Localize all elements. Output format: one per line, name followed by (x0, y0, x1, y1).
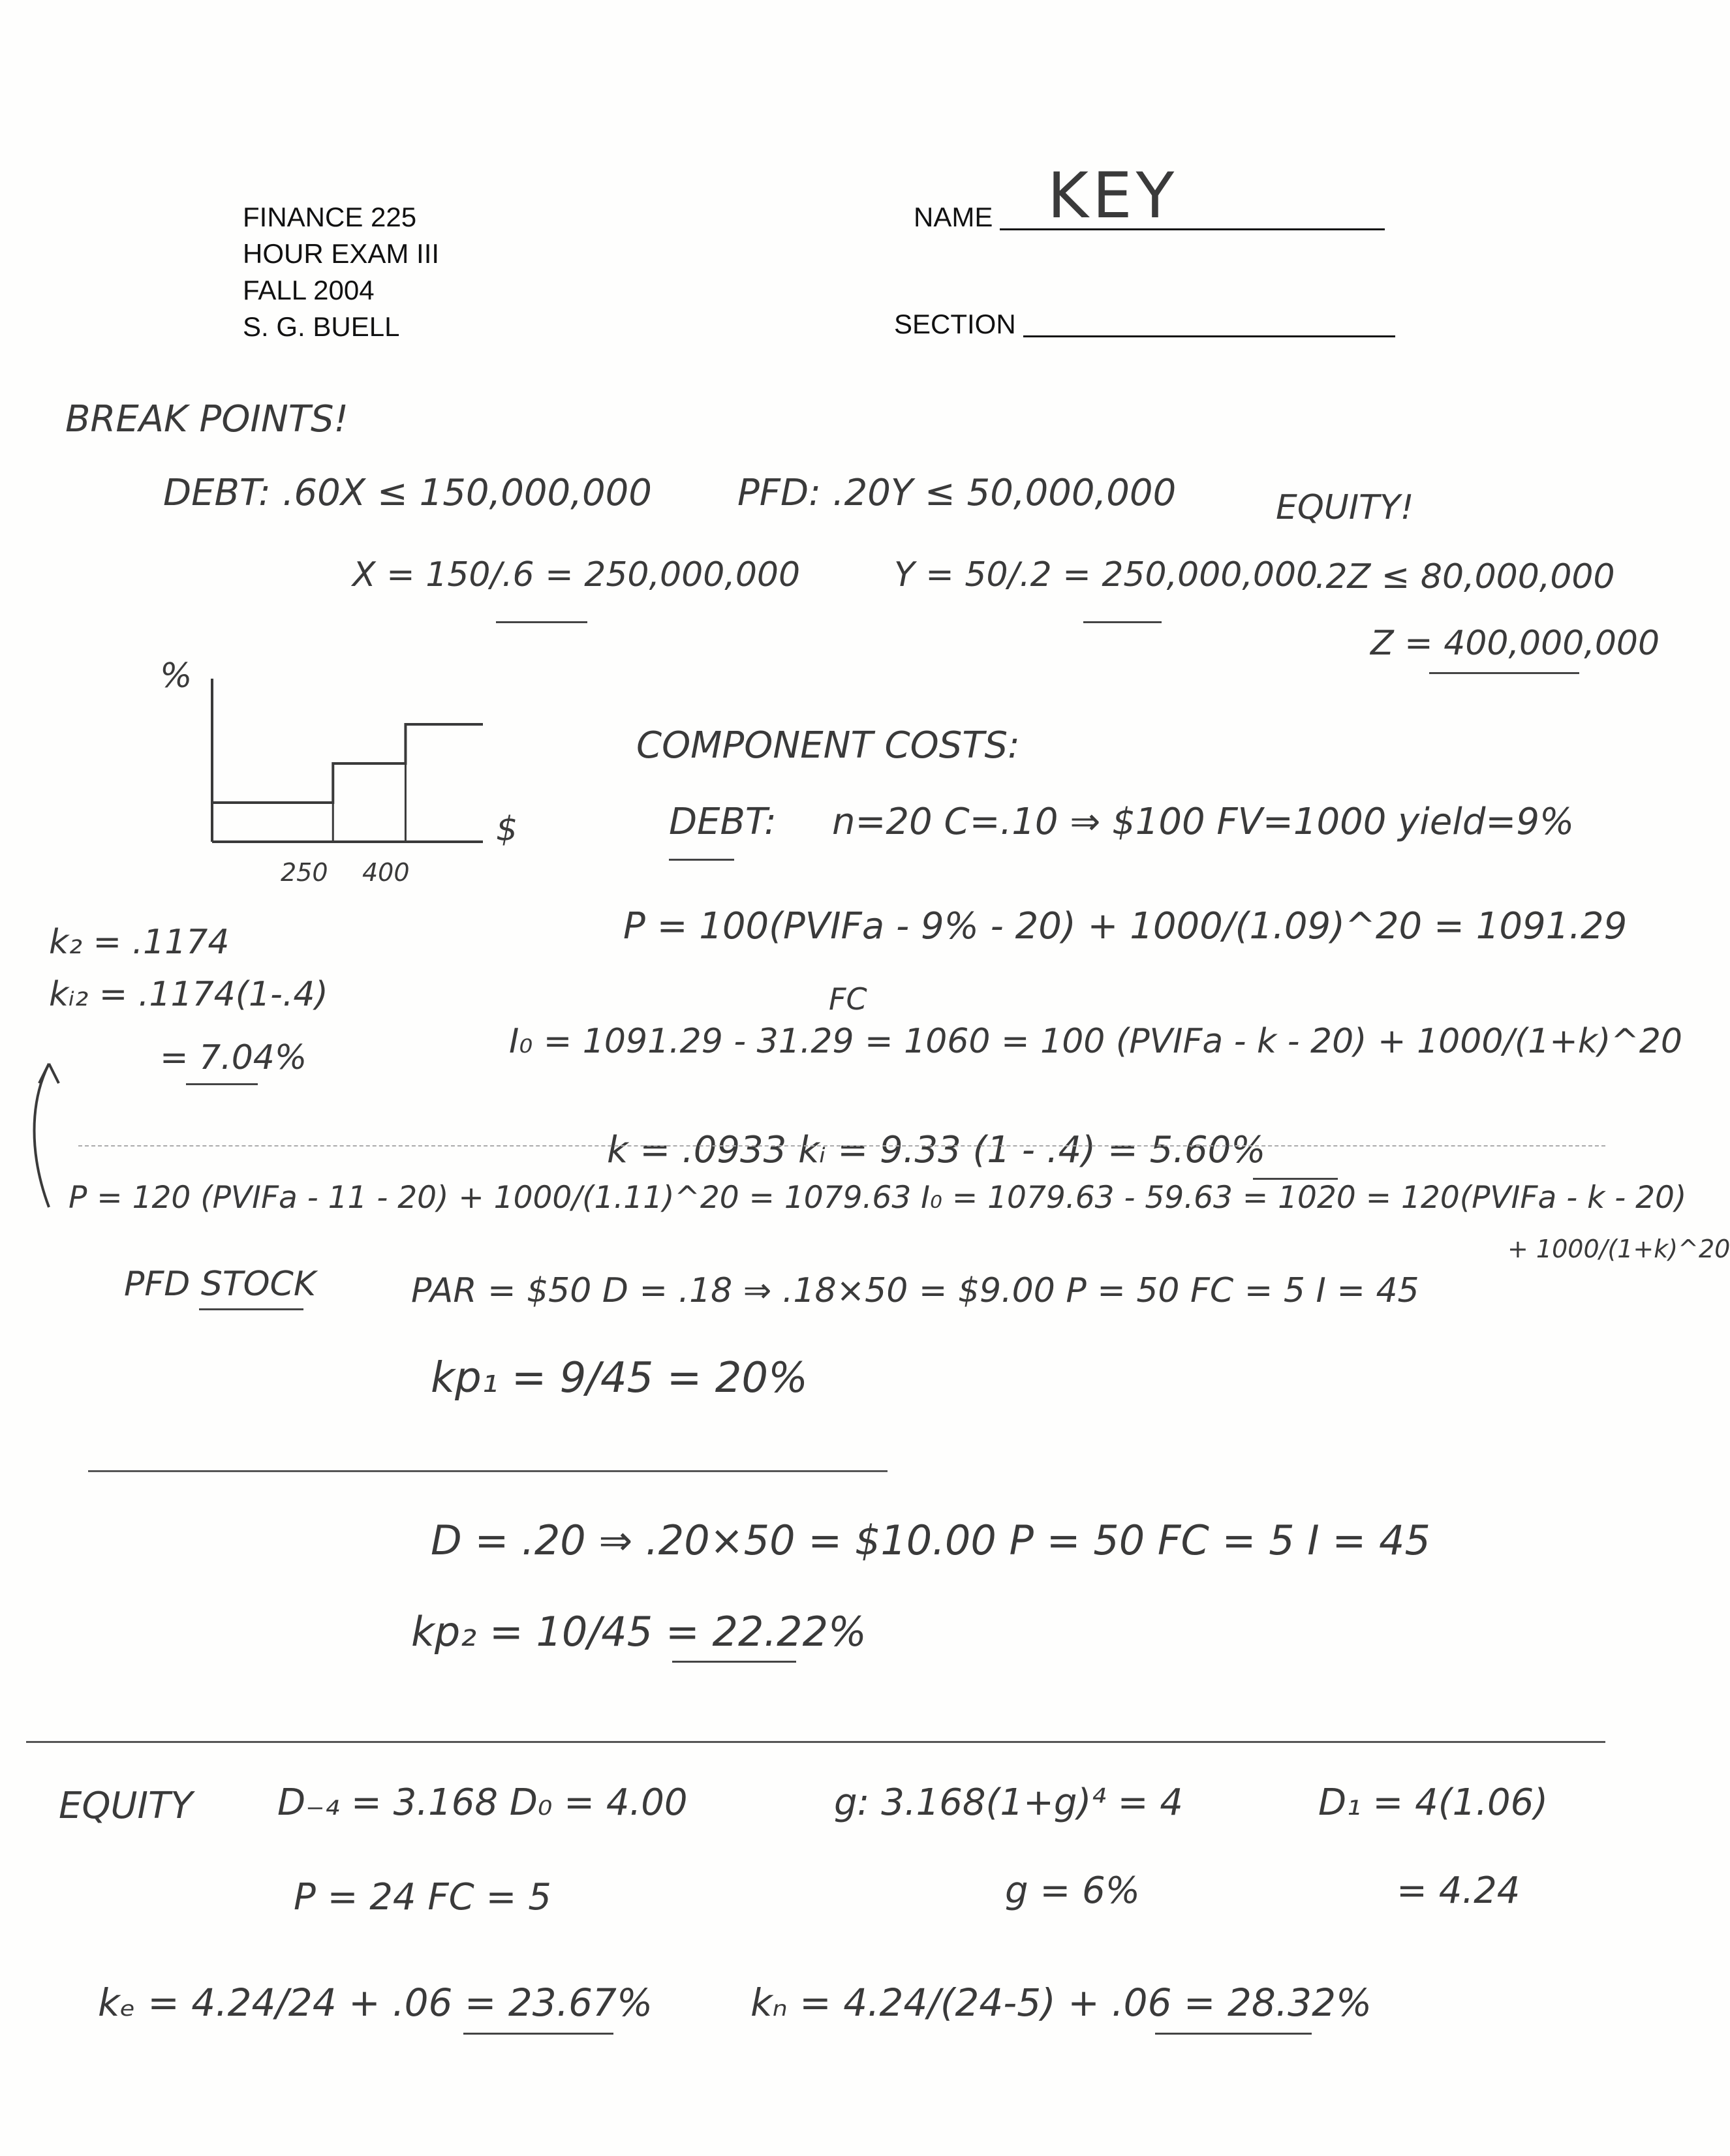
debt-label-underline (669, 859, 734, 861)
bracket-arrow (23, 1057, 75, 1214)
debt-net-proceeds-equation: I₀ = 1091.29 - 31.29 = 1060 = 100 (PVIFa - k - 20) + 1000/(1+k)^20 (509, 1022, 1683, 1061)
section-divider-2 (26, 1741, 1605, 1743)
preferred-cost-2-underline (672, 1661, 796, 1663)
chart-ylabel: % (160, 656, 193, 696)
preferred-terms-2: D = .20 ⇒ .20×50 = $10.00 P = 50 FC = 5 I = 45 (431, 1517, 1430, 1564)
growth-result: g = 6% (1005, 1870, 1140, 1912)
preferred-stock-label: PFD STOCK (124, 1265, 316, 1304)
equity-breakpoint-label: EQUITY! (1276, 488, 1414, 527)
flotation-cost-label: FC (829, 981, 867, 1017)
debt2-aftertax-equation: kᵢ₂ = .1174(1-.4) (49, 975, 328, 1014)
pfd-breakpoint-calc: Y = 50/.2 = 250,000,000 (894, 555, 1318, 594)
preferred-label-underline (199, 1308, 303, 1310)
debt2-cost: k₂ = .1174 (49, 923, 230, 962)
chart-steps (212, 724, 483, 842)
exam-term: FALL 2004 (243, 275, 375, 305)
debt2-aftertax-result: = 7.04% (160, 1038, 307, 1077)
debt-cost-label: DEBT: (669, 801, 777, 843)
component-costs-title: COMPONENT COSTS: (636, 724, 1020, 767)
debt2-result-underline (186, 1083, 258, 1085)
equity-dividends: D₋₄ = 3.168 D₀ = 4.00 (277, 1781, 688, 1824)
equity-breakpoint-calc: Z = 400,000,000 (1370, 624, 1660, 663)
name-label: NAME (914, 202, 993, 232)
chart-tick-250: 250 (281, 858, 328, 887)
equity-price-fc: P = 24 FC = 5 (294, 1876, 551, 1918)
growth-equation: g: 3.168(1+g)⁴ = 4 (834, 1781, 1183, 1824)
next-dividend-equation: D₁ = 4(1.06) (1318, 1781, 1549, 1824)
name-value: KEY (1047, 159, 1179, 232)
equity-label: EQUITY (59, 1785, 193, 1827)
equity-calc-underline (1429, 672, 1579, 674)
exam-title: HOUR EXAM III (243, 238, 440, 269)
pfd-breakpoint: PFD: .20Y ≤ 50,000,000 (737, 472, 1177, 514)
preferred-terms-1: PAR = $50 D = .18 ⇒ .18×50 = $9.00 P = 50 FC = 5 I = 45 (411, 1271, 1419, 1310)
preferred-cost-2: kp₂ = 10/45 = 22.22% (411, 1608, 867, 1656)
new-equity-cost: kₙ = 4.24/(24-5) + .06 = 28.32% (750, 1980, 1372, 2025)
chart-tick-400: 400 (362, 858, 410, 887)
break-points-title: BREAK POINTS! (65, 398, 348, 440)
preferred-cost-1: kp₁ = 9/45 = 20% (431, 1354, 808, 1402)
section-blank (1023, 335, 1395, 337)
next-dividend-result: = 4.24 (1397, 1870, 1521, 1912)
instructor-name: S. G. BUELL (243, 311, 400, 342)
debt-breakpoint-calc: X = 150/.6 = 250,000,000 (352, 555, 801, 594)
equity-breakpoint: .2Z ≤ 80,000,000 (1315, 557, 1615, 596)
faint-divider (78, 1145, 1605, 1147)
mcc-step-chart (196, 679, 496, 855)
debt-price-equation: P = 100(PVIFa - 9% - 20) + 1000/(1.09)^20 = 1091.29 (623, 905, 1628, 947)
debt-calc-underline (496, 621, 587, 623)
debt-breakpoint: DEBT: .60X ≤ 150,000,000 (163, 472, 652, 514)
section-label: SECTION (894, 309, 1016, 339)
mcc-step-line (212, 724, 483, 803)
course-title: FINANCE 225 (243, 202, 417, 232)
kn-underline (1155, 2033, 1312, 2035)
section-divider-1 (88, 1470, 888, 1472)
debt2-price-tail: + 1000/(1+k)^20 (1507, 1235, 1730, 1263)
debt2-price-equation: P = 120 (PVIFa - 11 - 20) + 1000/(1.11)^20 = 1079.63 I₀ = 1079.63 - 59.63 = 1020 = 120(PVIFa - k - 20) (69, 1180, 1687, 1216)
retained-earnings-cost: kₑ = 4.24/24 + .06 = 23.67% (98, 1980, 653, 2025)
chart-xlabel: $ (496, 810, 518, 849)
debt-cost-result: k = .0933 kᵢ = 9.33 (1 - .4) = 5.60% (607, 1129, 1266, 1171)
pfd-calc-underline (1083, 621, 1162, 623)
debt-terms: n=20 C=.10 ⇒ $100 FV=1000 yield=9% (832, 801, 1575, 843)
ke-underline (463, 2033, 613, 2035)
